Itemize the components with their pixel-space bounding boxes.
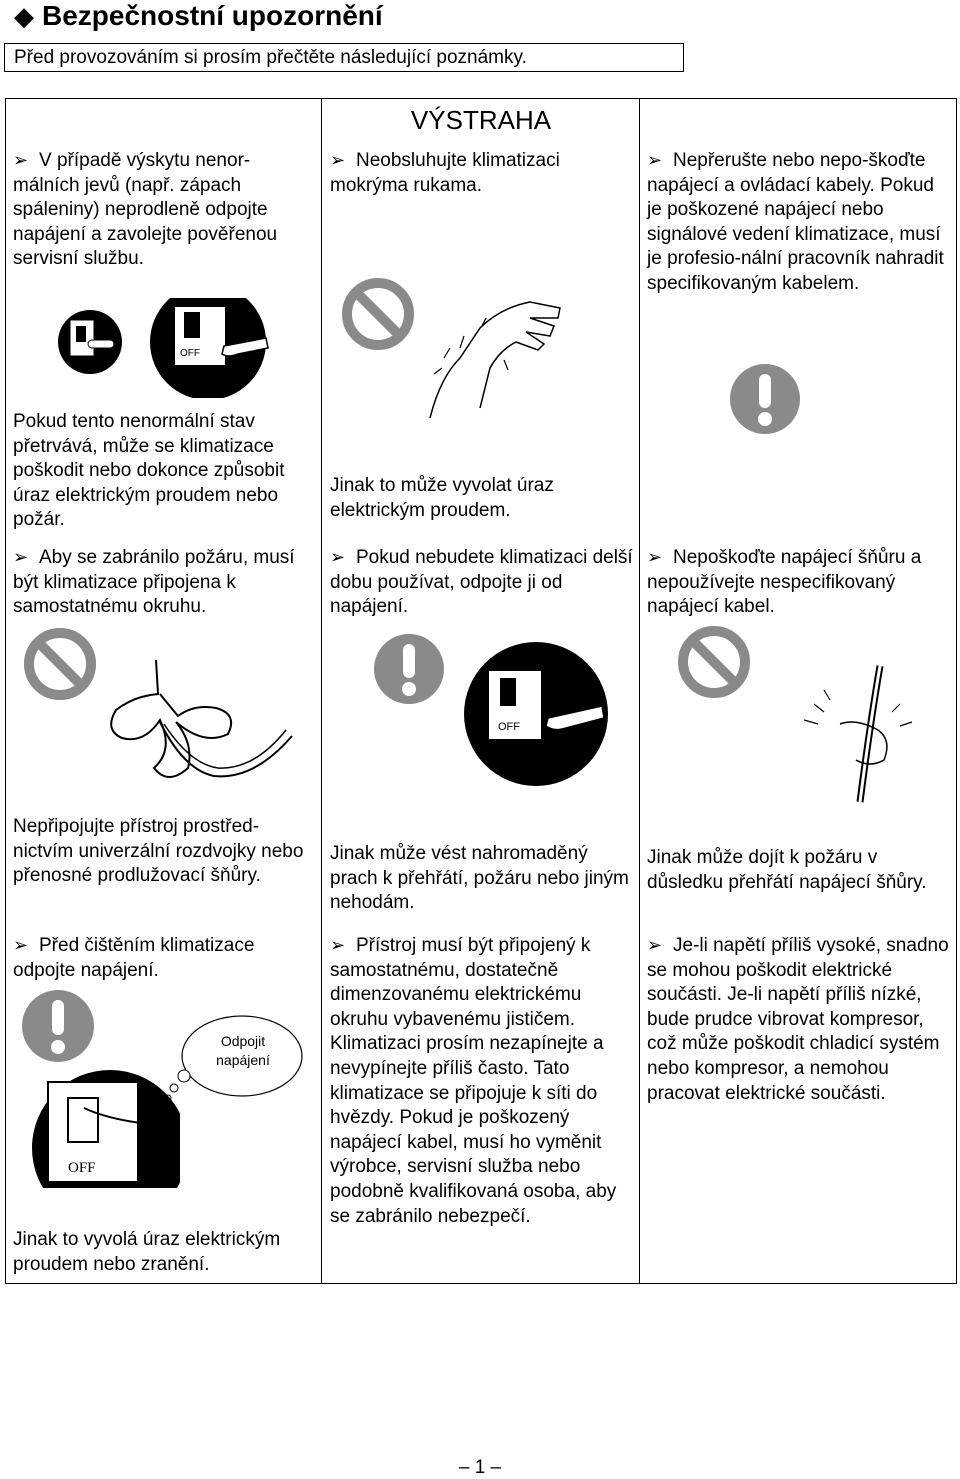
- warning-consequence-power-cord: Jinak může dojít k požáru v důsledku přehřátí napájecí šňůry.: [647, 847, 927, 893]
- arrow-bullet-icon: ➢: [330, 150, 346, 170]
- warning-consequence-cleaning: Jinak to vyvolá úraz elektrickým proudem nebo zranění.: [13, 1229, 281, 1275]
- warning-item-wet-hands: ➢ Neobsluhujte klimatizaci mokrýma rukama.: [330, 150, 560, 196]
- column-divider-2: [639, 98, 640, 1284]
- warning-consequence-long-unused: Jinak může vést nahromaděný prach k přehřátí, požáru nebo jiným nehodám.: [330, 843, 629, 914]
- page-title: [14, 0, 383, 34]
- power-off-switch-illustration: [30, 1068, 180, 1188]
- power-off-switch-illustration: [56, 298, 286, 398]
- warning-consequence-separate-circuit: Nepřipojujte přístroj prostřed-nictvím univerzální rozdvojky nebo přenosné prodlužovací šňůry.: [13, 816, 304, 887]
- arrow-bullet-icon: ➢: [647, 150, 663, 170]
- arrow-bullet-icon: ➢: [13, 150, 29, 170]
- warning-consequence-abnormal: Pokud tento nenormální stav přetrvává, může se klimatizace poškodit nebo dokonce způsobit úraz elektrickým proudem nebo požár.: [13, 411, 285, 531]
- arrow-bullet-icon: ➢: [330, 547, 346, 567]
- warning-title: VÝSTRAHA: [410, 105, 552, 135]
- page-number: – 1 –: [458, 1457, 502, 1478]
- prohibited-icon: [340, 276, 420, 356]
- pulling-cord-illustration: [800, 664, 930, 804]
- warning-consequence-wet-hands: Jinak to může vyvolat úraz elektrickým proudem.: [330, 475, 554, 521]
- prohibited-icon: [676, 624, 756, 704]
- warning-item-voltage: ➢ Je-li napětí příliš vysoké, snadno se mohou poškodit elektrické součásti. Je-li napětí příliš nízké, bude prudce vibrovat kompresor, což může poškodit chladicí systém nebo kompresor, a nemohou pracovat elektrické součásti.: [647, 935, 949, 1104]
- switch-off-label: OFF: [68, 1160, 96, 1176]
- warning-item-abnormal: ➢ V případě výskytu nenor-málních jevů (např. zápach spáleniny) neprodleně odpojte napájení a zavolejte pověřenou servisní službu.: [13, 150, 278, 270]
- mandatory-exclamation-icon: [20, 988, 100, 1068]
- warning-item-long-unused: ➢ Pokud nebudete klimatizaci delší dobu používat, odpojte ji od napájení.: [330, 547, 633, 618]
- mandatory-exclamation-icon: [728, 362, 804, 438]
- switch-off-label: OFF: [180, 348, 200, 359]
- mandatory-exclamation-icon: [372, 632, 448, 708]
- warning-item-separate-circuit: ➢ Aby se zabránilo požáru, musí být klimatizace připojena k samostatnému okruhu.: [13, 547, 295, 618]
- warning-item-dedicated-circuit: ➢ Přístroj musí být připojený k samostatnému, dostatečně dimenzovanému elektrickému okruhu vybavenému jističem. Klimatizaci prosím nezapínejte a nevypínejte příliš často. Tato klimatizace se připojuje k síti do hvězdy. Pokud je poškozený napájecí kabel, musí ho vyměnit výrobce, servisní služba nebo podobně kvalifikovaná osoba, aby se zabránilo nebezpečí.: [330, 935, 617, 1227]
- arrow-bullet-icon: ➢: [13, 935, 29, 955]
- disconnect-callout: Odpojit napájení: [216, 1033, 270, 1068]
- warning-item-power-cord: ➢ Nepoškoďte napájecí šňůru a nepoužívejte nespecifikovaný napájecí kabel.: [647, 547, 922, 618]
- column-divider-1: [321, 98, 322, 1284]
- arrow-bullet-icon: ➢: [13, 547, 29, 567]
- arrow-bullet-icon: ➢: [647, 935, 663, 955]
- arrow-bullet-icon: ➢: [647, 547, 663, 567]
- warning-item-cleaning: ➢ Před čištěním klimatizace odpojte napájení.: [13, 935, 255, 981]
- wet-hand-illustration: [420, 288, 570, 428]
- intro-note: Před provozováním si prosím přečtěte následující poznámky.: [4, 43, 684, 72]
- prohibited-icon: [22, 626, 102, 706]
- page-title-text: Bezpečnostní upozornění: [42, 0, 383, 31]
- tangled-cord-illustration: [104, 660, 299, 790]
- switch-off-label: OFF: [498, 721, 520, 733]
- warning-item-cables: ➢ Nepřerušte nebo nepo-škoďte napájecí a ovládací kabely. Pokud je poškozené napájecí nebo signálové vedení klimatizace, musí je profesio-nální pracovník nahradit specifikovaným kabelem.: [647, 150, 944, 294]
- power-off-switch-illustration: [462, 640, 610, 790]
- diamond-bullet-icon: ◆: [14, 1, 34, 31]
- arrow-bullet-icon: ➢: [330, 935, 346, 955]
